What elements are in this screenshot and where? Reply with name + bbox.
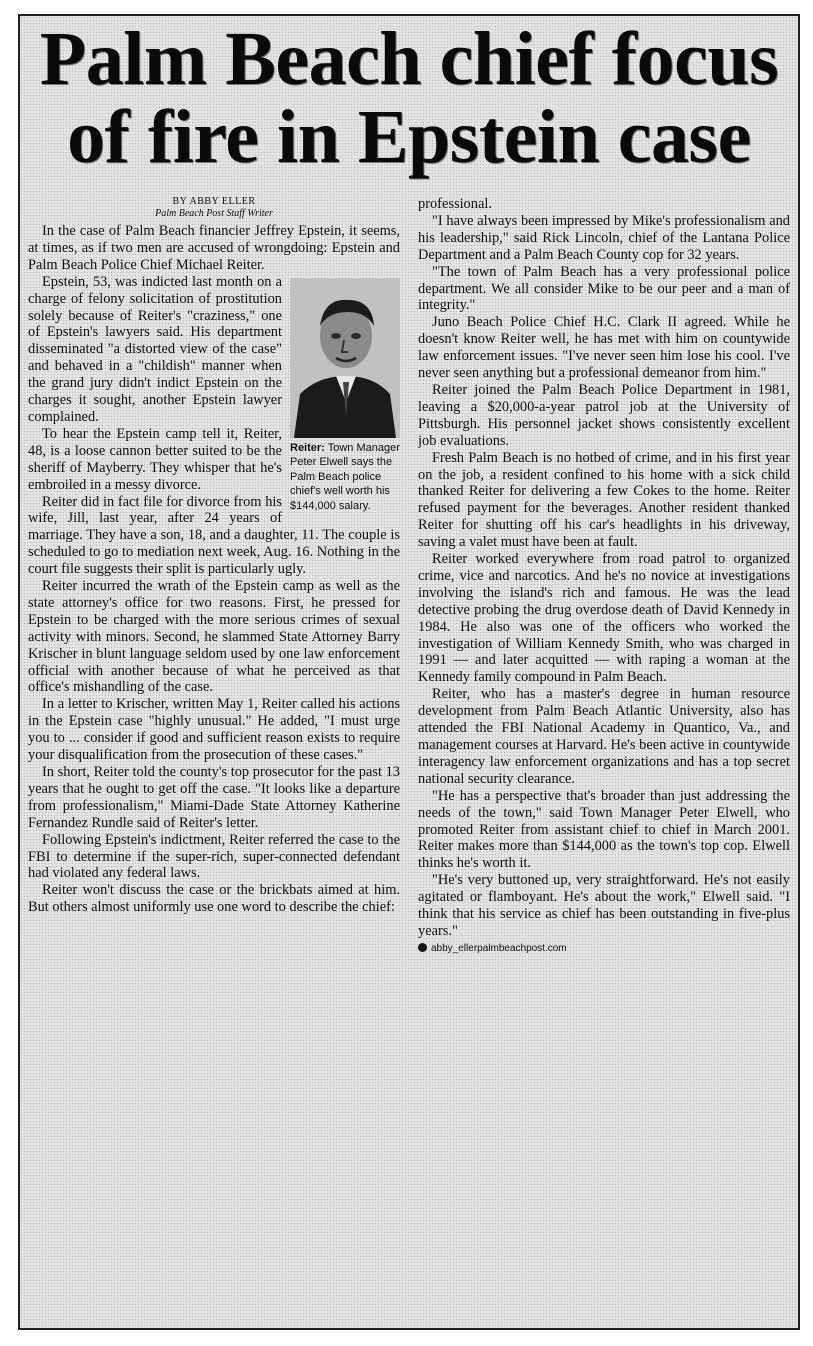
paragraph: Reiter, who has a master's degree in human resource development from Palm Beach Atlantic University, also has attended the FBI National Academy in Quantico, Va., and management courses at Harvard. He's been active in countywide interagency law enforcement organizations and has a top secret national security clearance. bbox=[418, 686, 790, 787]
paragraph: Reiter worked everywhere from road patrol to organized crime, vice and narcotics. And he's no novice at investigations involving the island's rich and famous. He was the lead detective probing the drug overdose death of David Kennedy in 1984. He also was one of the officers who worked the investigation of William Kennedy Smith, who was charged in 1991 — and later acquitted — with raping a woman at the Kennedy family compound in Palm Beach. bbox=[418, 551, 790, 686]
caption-name: Reiter: bbox=[290, 441, 325, 454]
reiter-photo bbox=[290, 278, 400, 438]
paragraph: In short, Reiter told the county's top prosecutor for the past 13 years that he ought to get off the case. "It looks like a departure from professionalism," Miami-Dade State Attorney Katherine Fernandez Rundle said of Reiter's letter. bbox=[28, 764, 400, 831]
paragraph: Following Epstein's indictment, Reiter referred the case to the FBI to determine if the super-rich, super-connected defendant had violated any federal laws. bbox=[28, 831, 400, 882]
paragraph: professional. bbox=[418, 196, 492, 212]
paragraph: Reiter did in fact file for divorce from his wife, Jill, last year, after 24 years of marriage. They have a son, 18, and a daughter, 11. The couple is scheduled to go to mediation next week, Aug. 16. Nothing in the court file suggests their split is particularly ugly. bbox=[28, 493, 400, 578]
paragraph: Fresh Palm Beach is no hotbed of crime, and in his first year on the job, a resident confined to his home with a sick child thanked Reiter for delivering a few Cokes to the home. Reiter refused payment for the beverages. Another resident thanked Reiter for shutting off his car's headlights in his driveway, saving a valet must have been at fault. bbox=[418, 449, 790, 551]
paragraph: Reiter incurred the wrath of the Epstein camp as well as the state attorney's office for two reasons. First, he pressed for Epstein to be charged with the more serious crimes of sexual activity with minors. Second, he slammed State Attorney Barry Krischer in blunt language seldom used by one law enforcement official with another because of what he perceived as that office's mishandling of the case. bbox=[28, 578, 400, 696]
paragraph: In a letter to Krischer, written May 1, Reiter called his actions in the Epstein case "highly unusual." He added, "I must urge you to ... consider if good and sufficient reason exists to require your disqualification from the prosecution of these cases." bbox=[28, 696, 400, 764]
paragraph: "He has a perspective that's broader than just addressing the needs of the town," said Town Manager Peter Elwell, who promoted Reiter from assistant chief to chief in March 2001. Reiter makes more than $144,000 as the town's top cop. Elwell thinks he's worth it. bbox=[418, 787, 790, 872]
paragraph: Juno Beach Police Chief H.C. Clark II agreed. While he doesn't know Reiter well, he has met with him on countywide law enforcement issues. "I've never seen him lose his cool. I've never seen anything but a professional demeanor from him." bbox=[418, 314, 790, 382]
paragraph: In the case of Palm Beach financier Jeffrey Epstein, it seems, at times, as if two men are accused of wrongdoing: Epstein and Palm Beach Police Chief Michael Reiter. bbox=[28, 223, 400, 273]
headline-line-2: of fire in Epstein case bbox=[67, 95, 751, 179]
headline-line-1: Palm Beach chief focus bbox=[39, 17, 779, 101]
article-columns bbox=[28, 196, 790, 1322]
email-text: abby_ellerpalmbeachpost.com bbox=[431, 942, 567, 954]
paragraph: To hear the Epstein camp tell it, Reiter, 48, is a loose cannon better suited to be the sheriff of Mayberry. They whisper that he's embroiled in a messy divorce. bbox=[28, 425, 282, 493]
photo-block bbox=[290, 278, 400, 514]
paragraph: Reiter won't discuss the case or the brickbats aimed at him. But others almost uniformly use one word to describe the chief: bbox=[28, 882, 400, 916]
paragraph: "The town of Palm Beach has a very professional police department. We all consider Mike to be our peer and a man of integrity." bbox=[418, 263, 790, 314]
portrait-image bbox=[290, 278, 400, 438]
byline: BY ABBY ELLER bbox=[172, 196, 256, 207]
column-left bbox=[28, 196, 400, 1322]
paragraph: Epstein, 53, was indicted last month on a charge of felony solicitation of prostitution solely because of Reiter's "craziness," one of Epstein's lawyers said. His department disseminated "a distorted view of the case" and behaved in a "childish" manner when the grand jury didn't indict Epstein on the charges it sought, another Epstein lawyer complained. bbox=[28, 273, 282, 425]
paragraph: Reiter joined the Palm Beach Police Department in 1981, leaving a $20,000-a-year patrol job at the University of Pittsburgh. His personnel jacket shows consistently excellent job evaluations. bbox=[418, 381, 790, 449]
paragraph: "I have always been impressed by Mike's professionalism and his leadership," said Rick Lincoln, chief of the Lantana Police Department and a Palm Beach County cop for 32 years. bbox=[418, 212, 790, 263]
caption-text: Town Manager Peter Elwell says the Palm Beach police chief's well worth his $144,000 salary. bbox=[290, 441, 400, 512]
author-email bbox=[418, 943, 790, 955]
column-right bbox=[418, 196, 790, 1322]
headline bbox=[20, 16, 798, 179]
newspaper-clipping bbox=[18, 14, 800, 1330]
staff-credit: Palm Beach Post Staff Writer bbox=[155, 208, 273, 219]
paragraph: "He's very buttoned up, very straightforward. He's not easily agitated or flamboyant. He's about the work," Elwell said. "I think that his service as chief has been outstanding in five-plus years." bbox=[418, 872, 790, 939]
photo-caption bbox=[290, 438, 400, 514]
bullet-icon bbox=[418, 943, 427, 952]
